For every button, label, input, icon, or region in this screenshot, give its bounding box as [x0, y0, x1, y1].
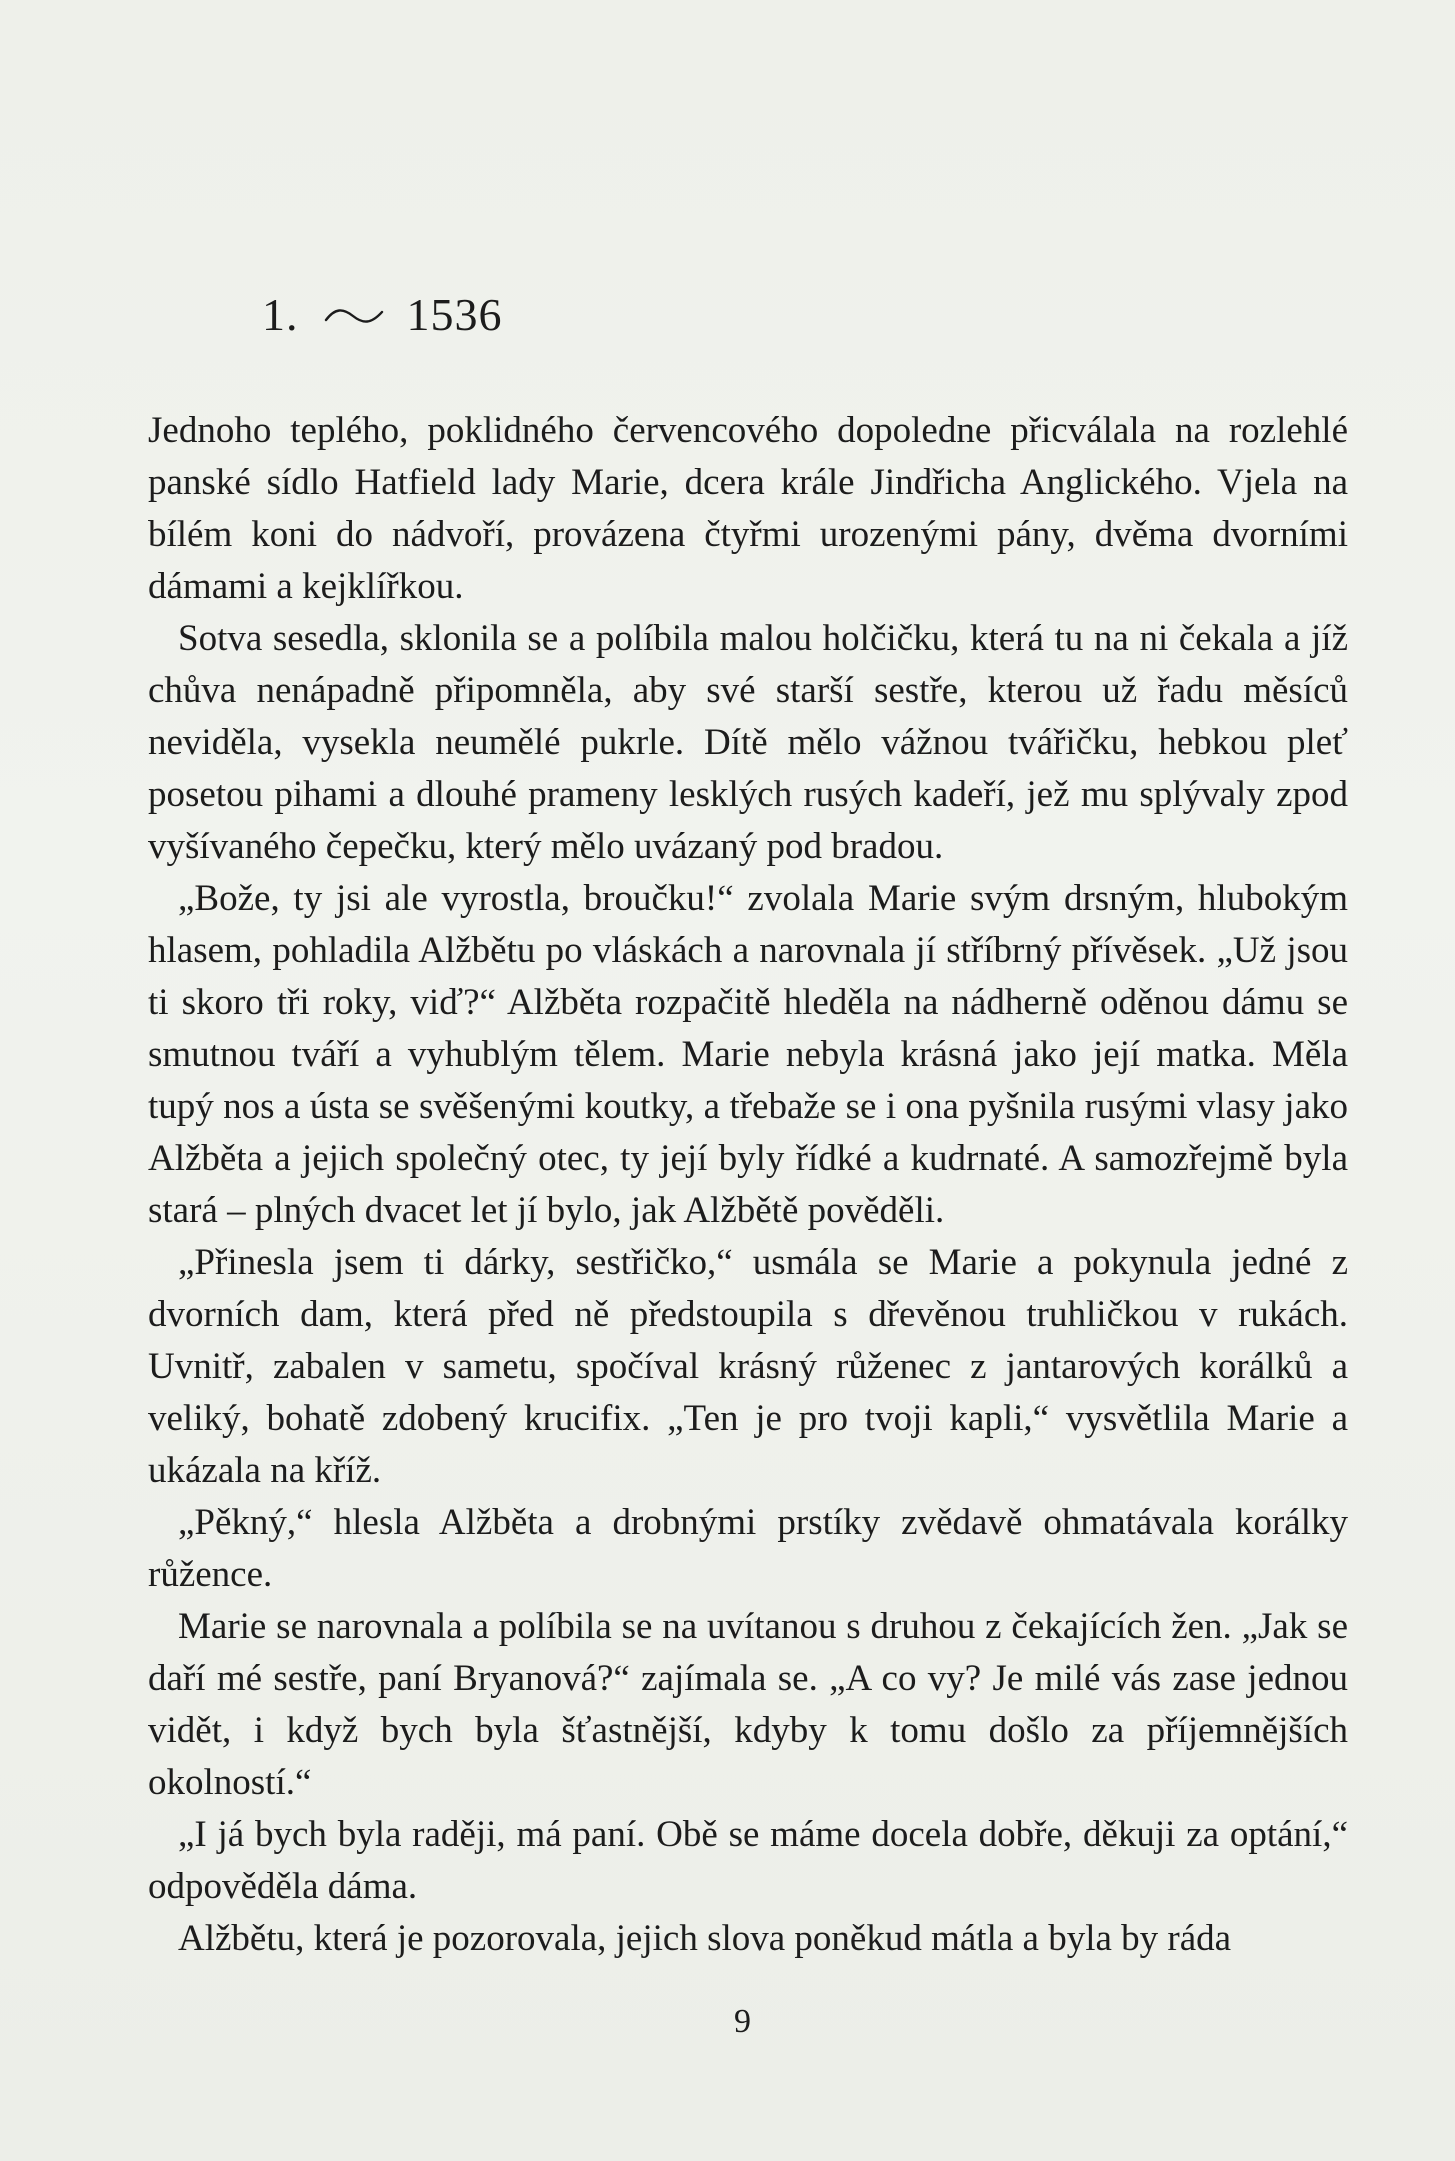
paragraph: Jednoho teplého, poklidného červencového dopoledne přicválala na rozlehlé panské sídlo Hatfield lady Marie, dcera krále Jindřicha Anglického. Vjela na bílém koni do nádvoří, provázena čtyřmi urozenými pány, dvěma dvorními dámami a kejklířkou. [148, 410, 1348, 607]
paragraph: Sotva sesedla, sklonila se a políbila malou holčičku, která tu na ni čekala a jíž chůva nenápadně připomněla, aby své starší sestře, kterou už řadu měsíců neviděla, vysekla neumělé pukrle. Dítě mělo vážnou tvářičku, hebkou pleť posetou pihami a dlouhé prameny lesklých rusých kadeří, jež mu splývaly zpod vyšívaného čepečku, který mělo uvázaný pod bradou. [148, 618, 1348, 867]
paragraph: „Přinesla jsem ti dárky, sestřičko,“ usmála se Marie a pokynula jedné z dvorních dam, která před ně předstoupila s dřevěnou truhličkou v rukách. Uvnitř, zabalen v sametu, spočíval krásný růženec z jantarových korálků a veliký, bohatě zdobený krucifix. „Ten je pro tvoji kapli,“ vysvětlila Marie a ukázala na kříž. [148, 1242, 1348, 1491]
chapter-heading [262, 288, 503, 341]
paragraph: „Pěkný,“ hlesla Alžběta a drobnými prstíky zvědavě ohmatávala korálky růžence. [148, 1502, 1348, 1595]
paragraph: Alžbětu, která je pozorovala, jejich slova poněkud mátla a byla by ráda [178, 1918, 1232, 1959]
chapter-body [148, 405, 1348, 1965]
swung-dash-ornament [323, 284, 385, 337]
page-number: 9 [734, 2003, 751, 2040]
paragraph: „I já bych byla raději, má paní. Obě se máme docela dobře, děkuji za optání,“ odpověděla dáma. [148, 1814, 1348, 1907]
chapter-year: 1536 [406, 289, 503, 340]
chapter-number: 1. [262, 289, 299, 340]
paragraph: Marie se narovnala a políbila se na uvítanou s druhou z čekajících žen. „Jak se daří mé sestře, paní Bryanová?“ zajímala se. „A co vy? Je milé vás zase jednou vidět, i když bych byla šťastnější, kdyby k tomu došlo za příjemnějších okolností.“ [148, 1606, 1348, 1803]
paragraph: „Bože, ty jsi ale vyrostla, broučku!“ zvolala Marie svým drsným, hlubokým hlasem, pohladila Alžbětu po vláskách a narovnala jí stříbrný přívěsek. „Už jsou ti skoro tři roky, viď?“ Alžběta rozpačitě hleděla na nádherně oděnou dámu se smutnou tváří a vyhublým tělem. Marie nebyla krásná jako její matka. Měla tupý nos a ústa se svěšenými koutky, a třebaže se i ona pyšnila rusými vlasy jako Alžběta a jejich společný otec, ty její byly řídké a kudrnaté. A samozřejmě byla stará – plných dvacet let jí bylo, jak Alžbětě pověděli. [148, 878, 1348, 1231]
